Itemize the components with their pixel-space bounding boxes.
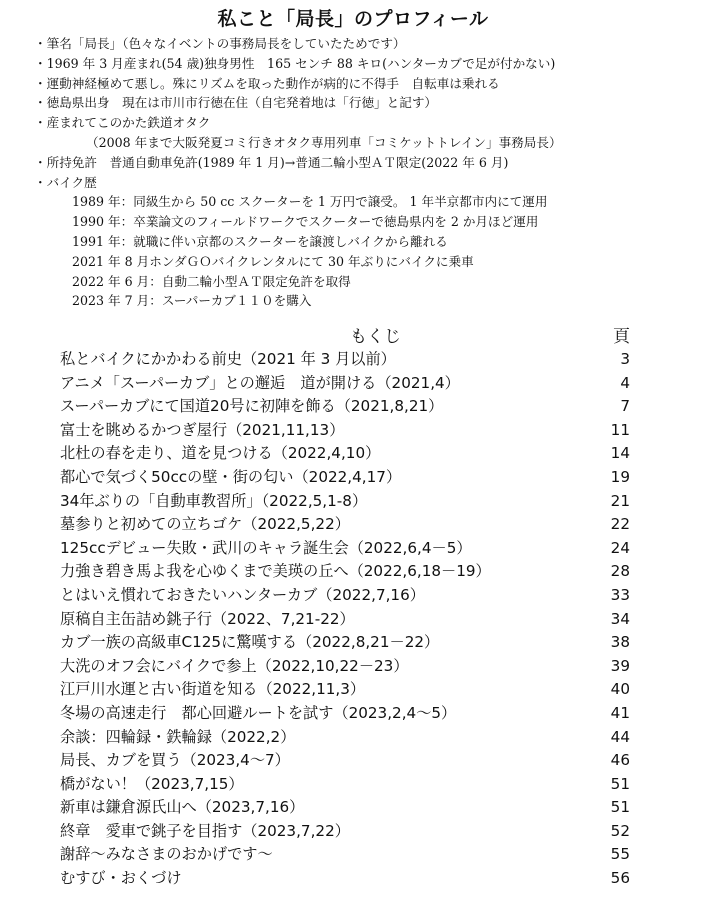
toc-entry[interactable]: [60, 749, 630, 773]
toc-entry-title: 謝辞～みなさまのおかげです～: [60, 845, 273, 864]
toc-entry-page: 41: [610, 703, 630, 722]
bike-history-line: 2022 年 6 月：自動二輪小型ＡＴ限定免許を取得: [72, 273, 351, 289]
profile-line: ・徳島県出身 現在は市川市行徳在住（自宅発着地は「行徳」と記す）: [34, 95, 437, 111]
bike-history-line: 2023 年 7 月：スーパーカブ１１０を購入: [72, 293, 312, 309]
toc-entry-title: 北杜の春を走り、道を見つける（2022,4,10）: [60, 444, 381, 463]
toc-entry-title: 大洗のオフ会にバイクで参上（2022,10,22－23）: [60, 656, 409, 675]
toc-entry[interactable]: [60, 584, 630, 608]
toc-entry[interactable]: [60, 490, 630, 514]
toc-entry[interactable]: [60, 820, 630, 844]
toc-entry[interactable]: [60, 348, 630, 372]
bike-history-line: 1989 年：同級生から 50 cc スクーターを 1 万円で譲受。 1 年半京都市内にて運用: [72, 194, 548, 210]
toc-page-label: 頁: [613, 327, 630, 347]
toc-entry-title: 34年ぶりの「自動車教習所」（2022,5,1-8）: [60, 491, 368, 510]
toc-entry[interactable]: [60, 631, 630, 655]
profile-line: （2008 年まで大阪発夏コミ行きオタク専用列車「コミケットトレイン」事務局長）: [86, 134, 562, 150]
toc-entry-title: 原稿自主缶詰め銚子行（2022、7,21-22）: [60, 609, 355, 628]
bike-history-line: 2021 年 8 月ホンダＧＯバイクレンタルにて 30 年ぶりにバイクに乗車: [72, 253, 474, 269]
bike-history-line: 1991 年：就職に伴い京都のスクーターを譲渡しバイクから離れる: [72, 233, 448, 249]
toc-entry-title: スーパーカブにて国道20号に初陣を飾る（2021,8,21）: [60, 397, 444, 416]
toc-entry-title: 局長、カブを買う（2023,4～7）: [60, 751, 290, 770]
toc-entry[interactable]: [60, 372, 630, 396]
bike-history-line: 1990 年：卒業論文のフィールドワークでスクーターで徳島県内を 2 か月ほど運用: [72, 214, 539, 230]
toc-entry[interactable]: [60, 560, 630, 584]
toc-entry-page: 40: [610, 680, 630, 699]
toc-entry[interactable]: [60, 773, 630, 797]
toc-entry-page: 33: [610, 585, 630, 604]
toc-entry[interactable]: [60, 466, 630, 490]
toc-entry-title: 富士を眺めるかつぎ屋行（2021,11,13）: [60, 420, 345, 439]
toc-entry[interactable]: [60, 726, 630, 750]
toc-entry-page: 34: [610, 609, 630, 628]
toc-entry-title: 終章 愛車で銚子を目指す（2023,7,22）: [60, 821, 350, 840]
toc-entry-title: 江戸川水運と古い街道を知る（2022,11,3）: [60, 680, 366, 699]
toc-entry-page: 38: [610, 633, 630, 652]
toc-entry[interactable]: [60, 537, 630, 561]
profile-line: ・所持免許 普通自動車免許(1989 年 1 月)→普通二輪小型ＡＴ限定(2022 年 6 月): [34, 154, 509, 170]
toc-entry-title: 冬場の高速走行 都心回避ルートを試す（2023,2,4～5）: [60, 703, 457, 722]
toc-entry-page: 28: [610, 562, 630, 581]
toc-entry-page: 4: [620, 373, 630, 392]
profile-line: ・産まれてこのかた鉄道オタク: [34, 115, 211, 131]
toc-header: [60, 322, 630, 346]
toc-entry-title: とはいえ慣れておきたいハンターカブ（2022,7,16）: [60, 585, 425, 604]
toc-entry-title: 都心で気づく50ccの壁・街の匂い（2022,4,17）: [60, 467, 402, 486]
table-of-contents: [60, 348, 630, 891]
toc-entry-title: アニメ「スーパーカブ」との邂逅 道が開ける（2021,4）: [60, 373, 460, 392]
toc-entry-page: 3: [620, 350, 630, 368]
toc-entry[interactable]: [60, 867, 630, 891]
toc-entry-title: 新車は鎌倉源氏山へ（2023,7,16）: [60, 798, 305, 817]
toc-entry-page: 7: [620, 397, 630, 416]
toc-entry-page: 44: [610, 727, 630, 746]
toc-entry-page: 11: [610, 420, 630, 439]
toc-entry[interactable]: [60, 442, 630, 466]
toc-entry-title: むすび・おくづけ: [60, 869, 182, 888]
toc-entry[interactable]: [60, 608, 630, 632]
profile-line: ・1969 年 3 月産まれ(54 歳)独身男性 165 センチ 88 キロ(ハンターカブで足が付かない): [34, 55, 556, 71]
toc-entry[interactable]: [60, 843, 630, 867]
toc-entry[interactable]: [60, 655, 630, 679]
toc-entry-page: 55: [610, 845, 630, 864]
toc-entry-title: 余談：四輪録・鉄輪録（2022,2）: [60, 727, 296, 746]
toc-entry-title: 私とバイクにかかわる前史（2021 年 3 月以前）: [60, 350, 396, 368]
toc-entry-title: 橋がない！（2023,7,15）: [60, 774, 244, 793]
toc-entry-title: 力強き碧き馬よ我を心ゆくまで美瑛の丘へ（2022,6,18－19）: [60, 562, 491, 581]
toc-entry-title: 125ccデビュー失敗・武川のキャラ誕生会（2022,6,4－5）: [60, 538, 472, 557]
toc-entry[interactable]: [60, 419, 630, 443]
toc-entry-page: 56: [610, 869, 630, 888]
toc-title: もくじ: [350, 327, 401, 347]
profile-line: ・運動神経極めて悪し。殊にリズムを取った動作が病的に不得手 自転車は乗れる: [34, 75, 500, 91]
toc-entry[interactable]: [60, 678, 630, 702]
toc-entry-page: 51: [610, 774, 630, 793]
toc-entry-page: 24: [610, 538, 630, 557]
toc-entry[interactable]: [60, 702, 630, 726]
toc-entry-title: 墓参りと初めての立ちゴケ（2022,5,22）: [60, 515, 350, 534]
toc-entry[interactable]: [60, 796, 630, 820]
toc-entry-page: 22: [610, 515, 630, 534]
toc-entry-page: 51: [610, 798, 630, 817]
toc-entry-page: 19: [610, 467, 630, 486]
toc-entry[interactable]: [60, 395, 630, 419]
toc-entry-page: 21: [610, 491, 630, 510]
toc-entry[interactable]: [60, 513, 630, 537]
profile-line: ・バイク歴: [34, 174, 97, 190]
page-title: 私こと「局長」のプロフィール: [217, 8, 489, 30]
toc-entry-page: 52: [610, 821, 630, 840]
toc-entry-page: 46: [610, 751, 630, 770]
toc-entry-title: カブ一族の高級車C125に驚嘆する（2022,8,21－22）: [60, 633, 440, 652]
toc-entry-page: 39: [610, 656, 630, 675]
profile-line: ・筆名「局長」（色々なイベントの事務局長をしていたためです）: [34, 36, 406, 51]
profile-section: [34, 34, 694, 311]
toc-entry-page: 14: [610, 444, 630, 463]
